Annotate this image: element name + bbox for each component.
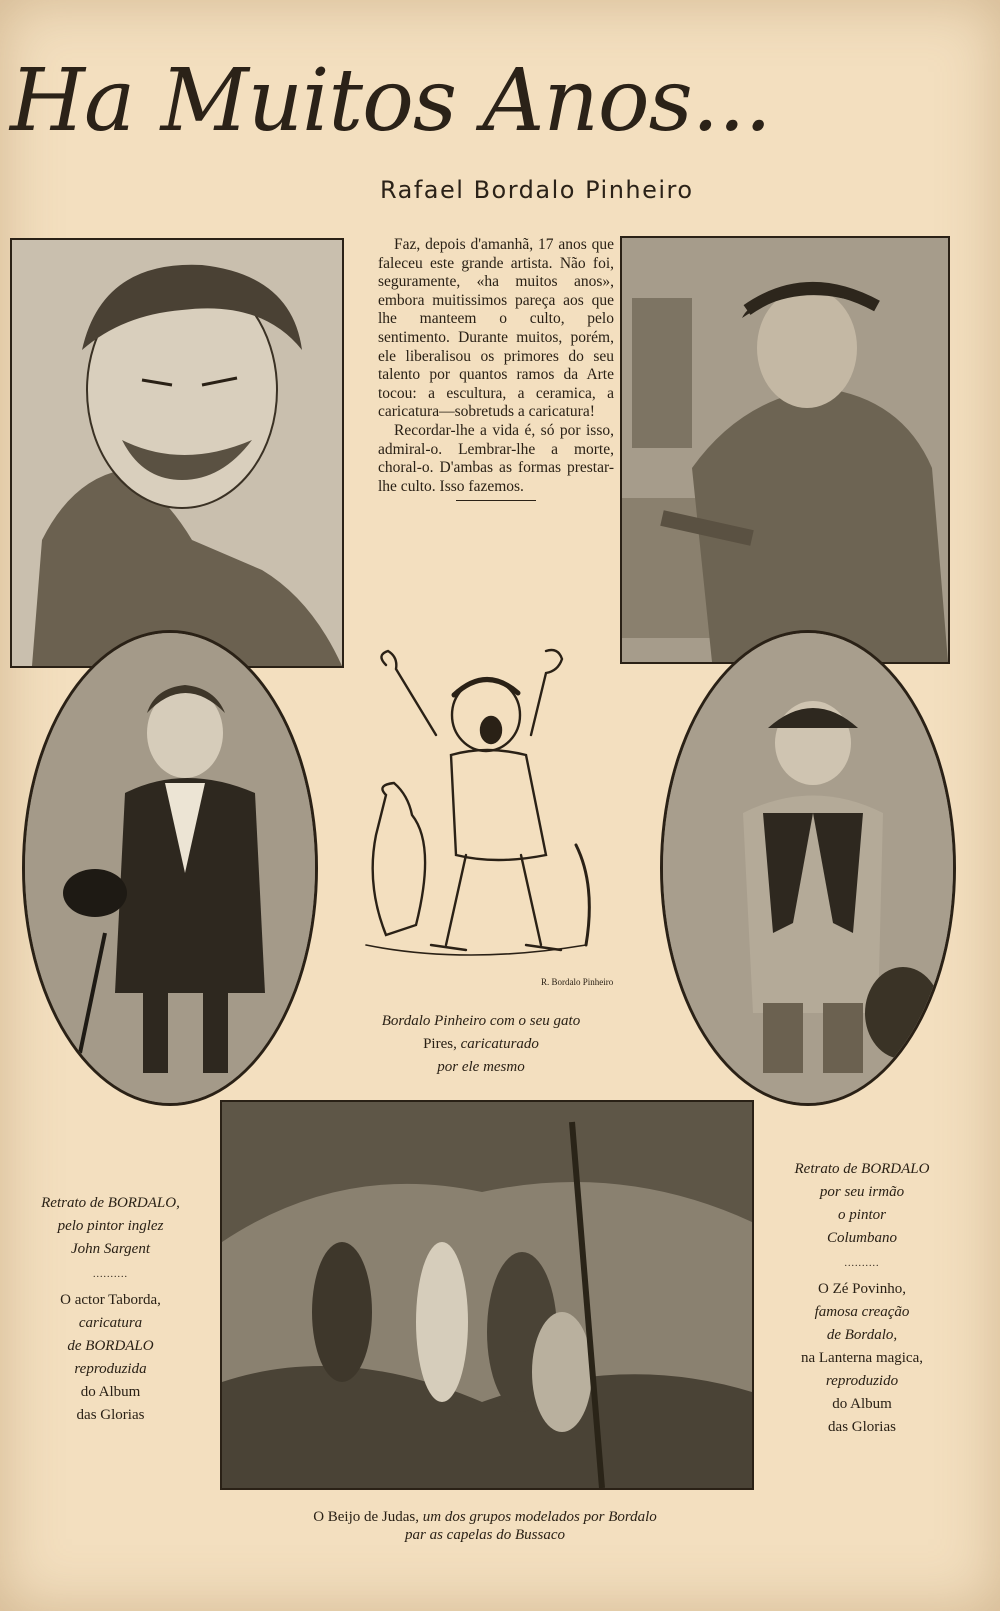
caption-left-line5: caricatura [78, 1315, 143, 1331]
caption-bottom-title: O Beijo de Judas, [313, 1509, 420, 1525]
taborda-caricature-image [22, 630, 318, 1106]
caption-left-line8: do Album [80, 1384, 141, 1400]
bordalo-with-cat-sketch [346, 645, 616, 1000]
portrait-columbano-image [620, 236, 950, 664]
caption-right-line11: das Glorias [828, 1419, 896, 1435]
caption-right-line2: por seu irmão [819, 1184, 905, 1200]
caption-center [346, 1010, 616, 1079]
portrait-sargent-image [10, 238, 344, 668]
page-subtitle: Rafael Bordalo Pinheiro [380, 176, 694, 204]
caption-center-line2 [346, 1033, 616, 1056]
intro-paragraph-2: Recordar-lhe a vida é, só por isso, admiral-o. Lembrar-lhe a morte, choral-o. D'ambas as formas prestar-lhe culto. Isso fazemos. [378, 421, 614, 495]
caption-left-line3: John Sargent [70, 1241, 150, 1257]
beijo-de-judas-photo [220, 1100, 754, 1490]
caption-left-line1: Retrato de BORDALO, [41, 1195, 180, 1211]
caption-center-line3: por ele mesmo [437, 1059, 525, 1075]
caption-bottom-desc: um dos grupos modelados por Bordalo [422, 1509, 657, 1525]
caption-left [18, 1192, 203, 1427]
caption-right-dots: .......... [844, 1258, 880, 1269]
intro-text [378, 236, 614, 501]
caption-right-line5: O Zé Povinho, [818, 1281, 906, 1297]
caption-right-line7: de Bordalo, [826, 1327, 898, 1343]
caption-right-line1: Retrato de BORDALO [794, 1161, 930, 1177]
caption-right-line8: na Lanterna magica, [800, 1350, 923, 1366]
caption-bottom [200, 1508, 770, 1544]
caption-left-dots: .......... [93, 1269, 128, 1280]
caption-right-line10: do Album [832, 1396, 892, 1412]
sketch-signature: R. Bordalo Pinheiro [541, 977, 614, 987]
caption-right [762, 1158, 962, 1439]
caption-center-line1: Bordalo Pinheiro com o seu gato [381, 1013, 581, 1029]
caption-left-line2: pelo pintor inglez [57, 1218, 164, 1234]
caption-right-line3: o pintor [838, 1207, 886, 1223]
caption-right-line6: famosa creação [814, 1304, 910, 1320]
caption-bottom-line2: par as capelas do Bussaco [405, 1527, 565, 1543]
caption-right-line9: reproduzido [825, 1373, 899, 1389]
caption-right-line4: Columbano [826, 1230, 897, 1246]
caption-bottom-line1 [200, 1508, 770, 1526]
divider [456, 500, 536, 501]
intro-paragraph-1: Faz, depois d'amanhã, 17 anos que faleceu este grande artista. Não foi, seguramente, «ha muitos anos», embora muitissimos pareça aos que lhe manteem o culto, pelo sentimento. Durante muitos, porém, ele liberalisou os primores do seu talento por quantos ramos da Arte tocou: a escultura, a ceramica, a caricatura—sobretuds a caricatura! [378, 236, 614, 421]
caption-left-line7: reproduzida [74, 1361, 147, 1377]
ze-povinho-image [660, 630, 956, 1106]
caption-left-line4: O actor Taborda, [60, 1292, 161, 1308]
caption-center-caricaturado: caricaturado [460, 1036, 539, 1052]
caption-left-line9: das Glorias [76, 1407, 145, 1423]
page-title: Ha Muitos Anos... [10, 51, 771, 151]
caption-center-pires: Pires, [423, 1036, 457, 1052]
caption-left-line6: de BORDALO [67, 1338, 154, 1354]
